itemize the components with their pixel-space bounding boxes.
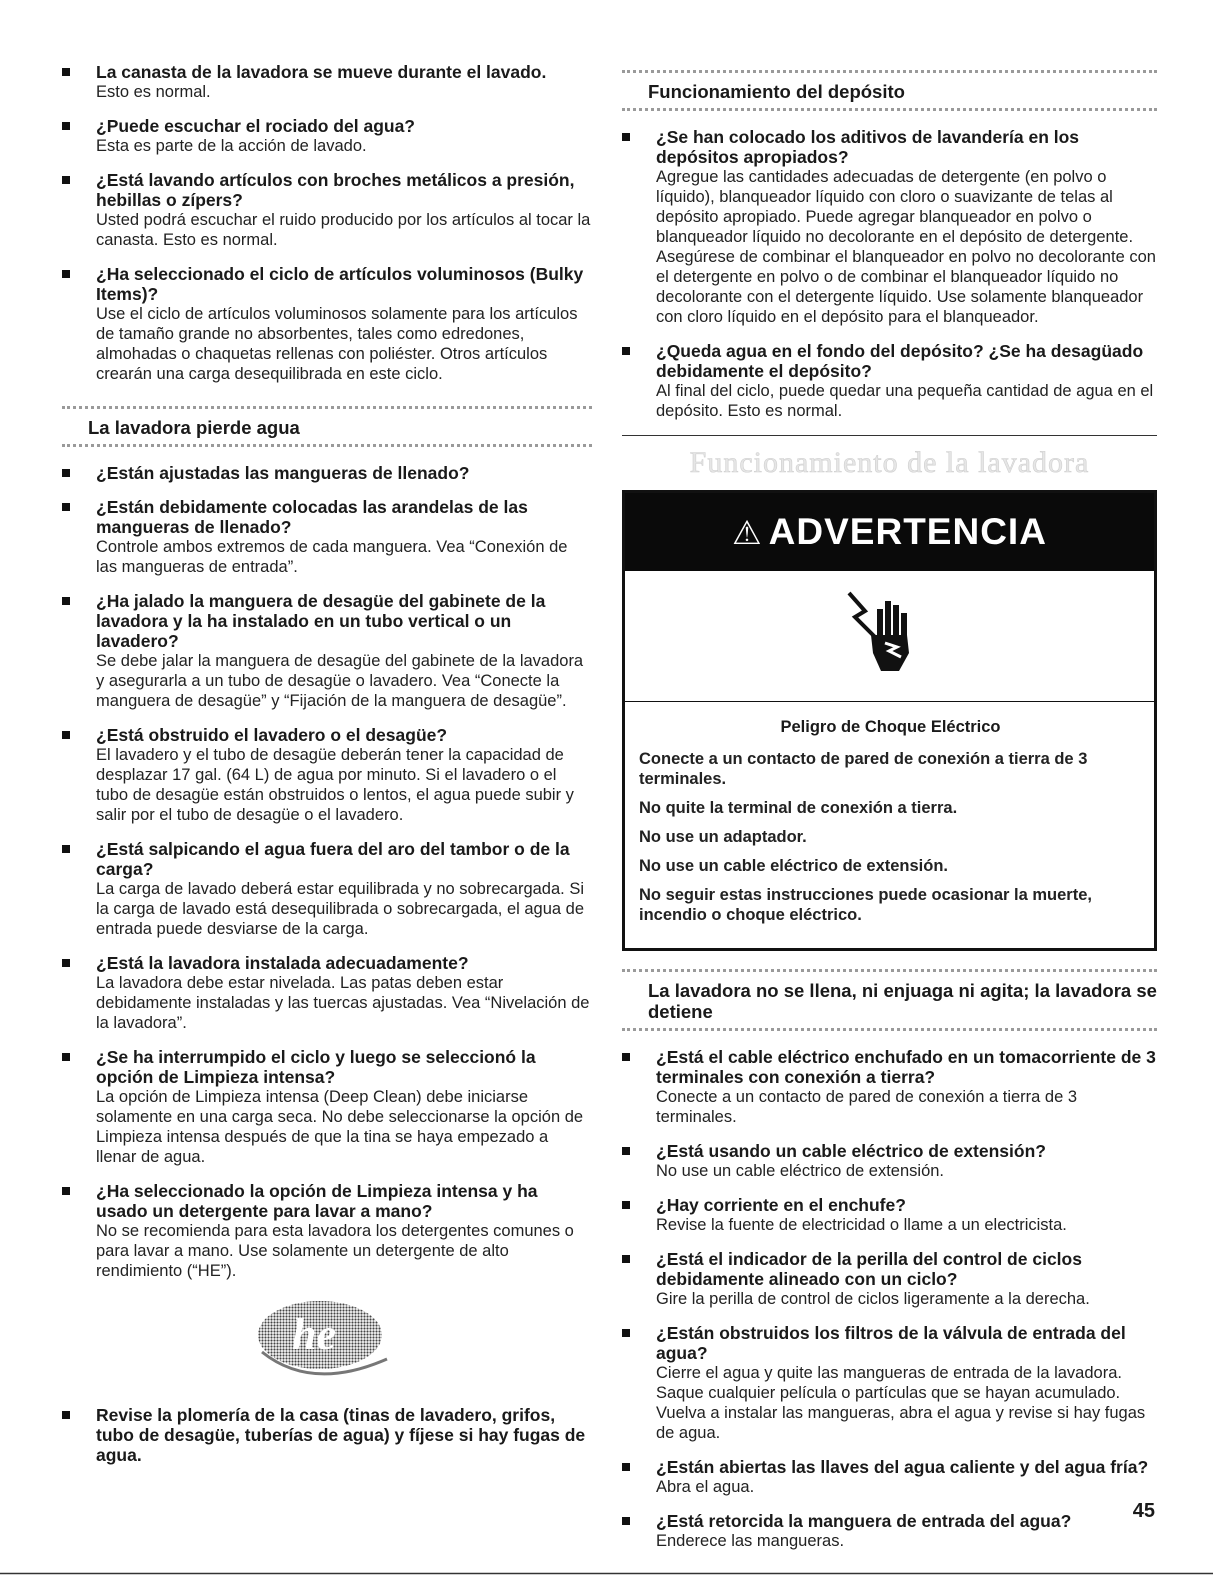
list-item	[622, 1141, 1157, 1181]
list-item	[622, 1249, 1157, 1309]
final-item	[62, 1405, 592, 1465]
warning-body	[625, 702, 1154, 948]
bullet-square-icon	[62, 1411, 70, 1419]
list-item	[62, 839, 592, 939]
left-top-list	[62, 62, 592, 384]
warning-line: No use un adaptador.	[639, 828, 807, 846]
ghost-section-title: Funcionamiento de la lavadora	[689, 446, 1090, 479]
question-text: ¿Ha seleccionado el ciclo de artículos voluminosos (Bulky Items)?	[96, 264, 584, 304]
bullet-square-icon	[622, 1329, 630, 1337]
not-filling-list	[622, 1047, 1157, 1551]
answer-text: Usted podrá escuchar el ruido producido por los artículos al tocar la canasta. Esto es normal.	[96, 211, 591, 249]
answer-text: El lavadero y el tubo de desagüe deberán tener la capacidad de desplazar 17 gal. (64 L) de agua por minuto. Si el lavadero o el tubo de desagüe están obstruidos o lentos, el agua puede subir y salir por el tubo de desagüe o el lavadero.	[96, 746, 574, 824]
list-item	[62, 953, 592, 1033]
section-heading-leaks: La lavadora pierde agua	[62, 406, 592, 447]
warning-lines	[639, 749, 1142, 925]
bullet-square-icon	[62, 1053, 70, 1061]
answer-text: Controle ambos extremos de cada manguera. Vea “Conexión de las mangueras de entrada”.	[96, 538, 568, 576]
dispenser-list	[622, 127, 1157, 421]
warning-line: No seguir estas instrucciones puede ocasionar la muerte, incendio o choque eléctrico.	[639, 886, 1092, 924]
warning-header	[625, 493, 1154, 571]
list-item	[62, 116, 592, 156]
bullet-square-icon	[62, 503, 70, 511]
warning-icon-area	[625, 571, 1154, 702]
question-text: ¿Están ajustadas las mangueras de llenado?	[96, 463, 470, 483]
bullet-square-icon	[62, 176, 70, 184]
bullet-square-icon	[62, 68, 70, 76]
list-item	[62, 62, 592, 102]
question-text: ¿Hay corriente en el enchufe?	[656, 1195, 906, 1215]
bullet-square-icon	[62, 959, 70, 967]
answer-text: Enderece las mangueras.	[656, 1532, 845, 1550]
bullet-square-icon	[622, 1201, 630, 1209]
answer-text: La lavadora debe estar nivelada. Las patas deben estar debidamente instaladas y las tuercas ajustadas. Vea “Nivelación de la lavadora”.	[96, 974, 590, 1032]
answer-text: No se recomienda para esta lavadora los detergentes comunes o para lavar a mano. Use solamente un detergente de alto rendimiento (“HE”).	[96, 1222, 574, 1280]
bullet-square-icon	[62, 597, 70, 605]
answer-text: Cierre el agua y quite las mangueras de entrada de la lavadora. Saque cualquier película o partículas que se hayan acumulado. Vuelva a instalar las mangueras, abra el agua y revise si hay fugas de agua.	[656, 1364, 1146, 1442]
question-text: ¿Está lavando artículos con broches metálicos a presión, hebillas o zípers?	[96, 170, 575, 210]
list-item	[62, 725, 592, 825]
warning-box	[622, 490, 1157, 951]
list-item	[622, 1511, 1157, 1551]
answer-text: Al final del ciclo, puede quedar una pequeña cantidad de agua en el depósito. Esto es normal.	[656, 382, 1154, 420]
bullet-square-icon	[622, 1255, 630, 1263]
answer-text: Conecte a un contacto de pared de conexión a tierra de 3 terminales.	[656, 1088, 1078, 1126]
question-text: Revise la plomería de la casa (tinas de lavadero, grifos, tubo de desagüe, tuberías de agua) y fíjese si hay fugas de agua.	[96, 1405, 586, 1465]
warning-line: Conecte a un contacto de pared de conexión a tierra de 3 terminales.	[639, 750, 1088, 788]
list-item	[622, 127, 1157, 327]
bullet-square-icon	[62, 1187, 70, 1195]
he-logo	[252, 1297, 392, 1387]
question-text: ¿Está el cable eléctrico enchufado en un tomacorriente de 3 terminales con conexión a tierra?	[656, 1047, 1156, 1087]
answer-text: Agregue las cantidades adecuadas de detergente (en polvo o líquido), blanqueador líquido con cloro o suavizante de telas al depósito apropiado. Puede agregar blanqueador en polvo o blanqueador líquido no decolorante en el depósito de detergente. Asegúrese de combinar el blanqueador en polvo no decolorante con el detergente en polvo o de combinar el blanqueador líquido no decolorante con el detergente líquido. Use solamente blanqueador con cloro líquido en el depósito para el blanqueador.	[656, 168, 1156, 326]
answer-text: Se debe jalar la manguera de desagüe del gabinete de la lavadora y asegurarla a un tubo de desagüe o lavadero. Vea “Conecte la manguera de desagüe” y “Fijación de la manguera de desagüe”.	[96, 652, 584, 710]
warning-triangle-icon: ⚠	[732, 514, 763, 551]
bullet-square-icon	[62, 122, 70, 130]
leaks-list	[62, 463, 592, 1281]
bullet-square-icon	[62, 845, 70, 853]
list-item	[62, 1181, 592, 1281]
list-item	[62, 170, 592, 250]
answer-text: Esto es normal.	[96, 83, 211, 101]
question-text: ¿Ha jalado la manguera de desagüe del gabinete de la lavadora y la ha instalado en un tubo vertical o un lavadero?	[96, 591, 546, 651]
answer-text: La carga de lavado deberá estar equilibrada y no sobrecargada. Si la carga de lavado está desequilibrada o sobrecargada, el agua de entrada puede desviarse de la carga.	[96, 880, 585, 938]
question-text: ¿Está retorcida la manguera de entrada del agua?	[656, 1511, 1072, 1531]
question-text: ¿Se han colocado los aditivos de lavandería en los depósitos apropiados?	[656, 127, 1080, 167]
right-column	[622, 70, 1157, 1565]
svg-text:he: he	[292, 1310, 336, 1359]
list-item	[622, 341, 1157, 421]
list-item	[622, 1457, 1157, 1497]
question-text: ¿Se ha interrumpido el ciclo y luego se seleccionó la opción de Limpieza intensa?	[96, 1047, 536, 1087]
bullet-square-icon	[62, 731, 70, 739]
answer-text: Esta es parte de la acción de lavado.	[96, 137, 367, 155]
question-text: ¿Están abiertas las llaves del agua caliente y del agua fría?	[656, 1457, 1149, 1477]
answer-text: Use el ciclo de artículos voluminosos solamente para los artículos de tamaño grande no absorbentes, tales como edredones, almohadas o chaquetas rellenas con poliéster. Otros artículos crearán una carga desequilibrada en este ciclo.	[96, 305, 578, 383]
answer-text: Abra el agua.	[656, 1478, 755, 1496]
bullet-square-icon	[622, 133, 630, 141]
answer-text: Revise la fuente de electricidad o llame a un electricista.	[656, 1216, 1067, 1234]
list-item	[622, 1323, 1157, 1443]
bullet-square-icon	[62, 469, 70, 477]
question-text: ¿Están debidamente colocadas las arandelas de las mangueras de llenado?	[96, 497, 528, 537]
list-item	[622, 1195, 1157, 1235]
bullet-square-icon	[622, 1463, 630, 1471]
section-heading-dispenser: Funcionamiento del depósito	[622, 70, 1157, 111]
question-text: ¿Ha seleccionado la opción de Limpieza intensa y ha usado un detergente para lavar a mano?	[96, 1181, 538, 1221]
list-item	[62, 497, 592, 577]
list-item	[62, 591, 592, 711]
warning-header-label: ADVERTENCIA	[768, 511, 1047, 552]
list-item	[62, 1405, 592, 1465]
left-column	[62, 62, 592, 1479]
warning-line: No use un cable eléctrico de extensión.	[639, 857, 949, 875]
question-text: ¿Está obstruido el lavadero o el desagüe?	[96, 725, 448, 745]
page-number: 45	[1132, 1500, 1155, 1522]
question-text: ¿Está salpicando el agua fuera del aro del tambor o de la carga?	[96, 839, 570, 879]
divider	[622, 435, 1157, 436]
question-text: La canasta de la lavadora se mueve durante el lavado.	[96, 62, 547, 82]
question-text: ¿Está usando un cable eléctrico de extensión?	[656, 1141, 1046, 1161]
question-text: ¿Está el indicador de la perilla del control de ciclos debidamente alineado con un ciclo?	[656, 1249, 1082, 1289]
answer-text: No use un cable eléctrico de extensión.	[656, 1162, 945, 1180]
list-item	[622, 1047, 1157, 1127]
bullet-square-icon	[622, 1517, 630, 1525]
bullet-square-icon	[622, 1053, 630, 1061]
list-item	[62, 463, 592, 483]
list-item	[62, 264, 592, 384]
bullet-square-icon	[622, 1147, 630, 1155]
question-text: ¿Están obstruidos los filtros de la válvula de entrada del agua?	[656, 1323, 1126, 1363]
list-item	[62, 1047, 592, 1167]
bullet-square-icon	[622, 347, 630, 355]
warning-line: No quite la terminal de conexión a tierra.	[639, 799, 958, 817]
section-heading-not-filling: La lavadora no se llena, ni enjuaga ni agita; la lavadora se detiene	[622, 969, 1157, 1031]
question-text: ¿Está la lavadora instalada adecuadamente?	[96, 953, 469, 973]
question-text: ¿Queda agua en el fondo del depósito? ¿Se ha desagüado debidamente el depósito?	[656, 341, 1144, 381]
answer-text: La opción de Limpieza intensa (Deep Clean) debe iniciarse solamente en una carga seca. No debe seleccionarse la opción de Limpieza intensa después de que la tina se haya empezado a llenar de agua.	[96, 1088, 584, 1166]
electric-shock-hand-icon	[847, 591, 917, 681]
warning-title: Peligro de Choque Eléctrico	[780, 718, 1001, 736]
question-text: ¿Puede escuchar el rociado del agua?	[96, 116, 415, 136]
bullet-square-icon	[62, 270, 70, 278]
answer-text: Gire la perilla de control de ciclos ligeramente a la derecha.	[656, 1290, 1090, 1308]
